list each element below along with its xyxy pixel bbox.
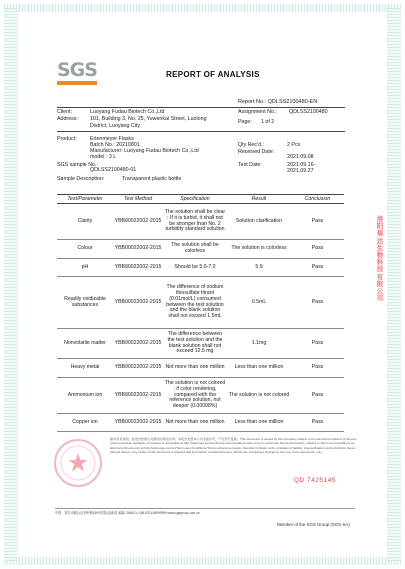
- divider: [57, 107, 345, 108]
- table-row: [57, 329, 344, 359]
- results-table: [57, 194, 344, 432]
- header-conclusion: Conclusion: [291, 195, 344, 204]
- cell-specification: The solution shall be colorless: [163, 240, 227, 259]
- decorative-border-left: [4, 8, 18, 561]
- header-parameter: Test/Parameter: [57, 195, 113, 204]
- qty-value: 2 Pcs: [287, 142, 301, 148]
- manufacturer: Manufacturer: Luoyang Fudau Biotech Co.,Ltd: [90, 148, 199, 154]
- cell-parameter: Clarity: [57, 204, 113, 240]
- table-row: [57, 414, 344, 432]
- cell-conclusion: Pass: [291, 240, 344, 259]
- cell-result: Less than one million: [227, 359, 291, 378]
- address-line-2: District, Luoyang City: [90, 123, 141, 129]
- qty-label: Qty Rec'd.:: [238, 142, 265, 148]
- cell-parameter: pH: [57, 259, 113, 277]
- report-title: REPORT OF ANALYSIS: [166, 70, 260, 79]
- decorative-border-bottom: [4, 557, 401, 565]
- cell-parameter: Heavy metal: [57, 359, 113, 378]
- header-specification: Specification: [163, 195, 227, 204]
- terms-fine-print: 除非另有说明，此报告结果仅对测试的样品负责。本报告未经本公司书面许可，不可部分复制。This document is issued by the Company subject to its General Conditions of Service printed overleaf, available on request or accessible at http://www.sgs.com/en/Terms-and-Conditions.aspx and, for electronic format documents, subject to Terms and Conditions for Electronic Documents at http://www.sgs.com/en/Terms-and-Conditions/Terms-e-Document.aspx. Attention is drawn to the limitation of liability, indemnification and jurisdiction issues defined therein. Any holder of this document is advised that information contained hereon reflects the Company's findings at the time of its intervention only.: [110, 437, 357, 454]
- model: model : 3 L: [90, 154, 117, 160]
- product-label: Product:: [57, 136, 77, 142]
- cell-parameter: Copper ion: [57, 414, 113, 432]
- cell-result: 5.9: [227, 259, 291, 277]
- test-date-label: Test Date:: [238, 162, 262, 168]
- cell-method: YBB00022002-2015: [113, 240, 163, 259]
- address-label: Address:: [57, 116, 78, 122]
- divider: [57, 131, 345, 132]
- received-value: 2021.09.08: [287, 154, 314, 160]
- cell-method: YBB00022002-2015: [113, 277, 163, 329]
- cell-parameter: Ammonium ion: [57, 378, 113, 414]
- header-result: Result: [227, 195, 291, 204]
- cell-result: Less than one million: [227, 414, 291, 432]
- product-value: Erlenmeyer Flasks: [90, 136, 134, 142]
- cell-specification: Not more than one million: [163, 414, 227, 432]
- cell-specification: Not more than one million: [163, 359, 227, 378]
- cell-conclusion: Pass: [291, 378, 344, 414]
- cell-result: The solution is not colored: [227, 378, 291, 414]
- table-row: [57, 277, 344, 329]
- cell-conclusion: Pass: [291, 359, 344, 378]
- test-date-end: 2021.09.27: [287, 168, 314, 174]
- sgs-logo: SGS: [55, 59, 99, 87]
- cell-specification: The difference of sodium thiosulfate titrant (0.01mol/L) consumed between the test solution and the blank solution shall not exceed 1.5mL: [163, 277, 227, 329]
- client-value: Luoyang Fudau Biotech Co.,Ltd: [90, 109, 165, 115]
- decorative-border-top: [4, 4, 401, 12]
- cell-parameter: Nonvolatile matter: [57, 329, 113, 359]
- page-label: Page:: [238, 119, 252, 125]
- cell-conclusion: Pass: [291, 329, 344, 359]
- client-label: Client:: [57, 109, 73, 115]
- cell-specification: The solution shall be clear ; If it is turbid, it shall not be stronger than No. 2 turbidity standard solution: [163, 204, 227, 240]
- table-row: [57, 240, 344, 259]
- address-line-1: 101, Building 3, No. 25, Yuwenkai Street, Luolong: [90, 116, 207, 122]
- cell-method: YBB00022002-2015: [113, 329, 163, 359]
- cell-specification: Should be 5.0-7.0: [163, 259, 227, 277]
- sample-desc-value: Transparent plastic bottle: [122, 176, 182, 182]
- received-label: Received Date:: [238, 149, 275, 155]
- cell-method: YBB00022002-2015: [113, 204, 163, 240]
- cell-result: The solution is colorless: [227, 240, 291, 259]
- sample-no-value: QDLSS2100480-01: [90, 167, 137, 173]
- cell-specification: The solution is not colored ; if color rendering, compared with the reference solution, not deeper (0.00008%): [163, 378, 227, 414]
- sample-desc-label: Sample Description:: [57, 176, 105, 182]
- table-row: [57, 378, 344, 414]
- batch-number: Batch No.: 20210801: [90, 142, 140, 148]
- cell-conclusion: Pass: [291, 414, 344, 432]
- serial-number: QD 7425145: [294, 477, 336, 484]
- company-address: 中国 · 青岛市崂山区松岭路169号国际创新园 邮编: 266101 t (86-532) 68999999 www.sgsgroup.com.cn: [55, 508, 355, 515]
- table-header-row: [57, 195, 344, 204]
- table-row: [57, 204, 344, 240]
- cell-result: Solution clarification: [227, 204, 291, 240]
- table-row: [57, 359, 344, 378]
- company-stamp: 洛 阳 福 达 生 物 科 技 有 限 公 司: [376, 216, 384, 303]
- cell-method: YBB00022002-2015: [113, 414, 163, 432]
- cell-parameter: Readily oxidizable substances: [57, 277, 113, 329]
- header-method: Test Method: [113, 195, 163, 204]
- cell-method: YBB00022002-2015: [113, 359, 163, 378]
- cell-result: 0.5mL: [227, 277, 291, 329]
- sample-no-label: SGS sample No.:: [57, 162, 98, 168]
- cell-specification: The difference between the test solution and the blank solution shall not exceed 12.5 mg: [163, 329, 227, 359]
- assignment-label: Assignment No.:: [238, 109, 277, 115]
- table-row: [57, 259, 344, 277]
- cell-conclusion: Pass: [291, 277, 344, 329]
- assignment-value: QDLSS2100480: [289, 109, 328, 115]
- report-number: Report No.: QDLSS2100480-EN: [238, 99, 318, 105]
- cell-result: 1.1mg: [227, 329, 291, 359]
- page-value: 1 of 2: [261, 119, 275, 125]
- cell-parameter: Colour: [57, 240, 113, 259]
- official-seal-icon: [52, 437, 104, 489]
- member-note: Member of the SGS Group (SGS SA): [277, 522, 350, 527]
- cell-conclusion: Pass: [291, 204, 344, 240]
- cell-method: YBB00022002-2015: [113, 259, 163, 277]
- cell-method: YBB00022002-2015: [113, 378, 163, 414]
- test-date-start: 2021.09.16-: [287, 162, 316, 168]
- cell-conclusion: Pass: [291, 259, 344, 277]
